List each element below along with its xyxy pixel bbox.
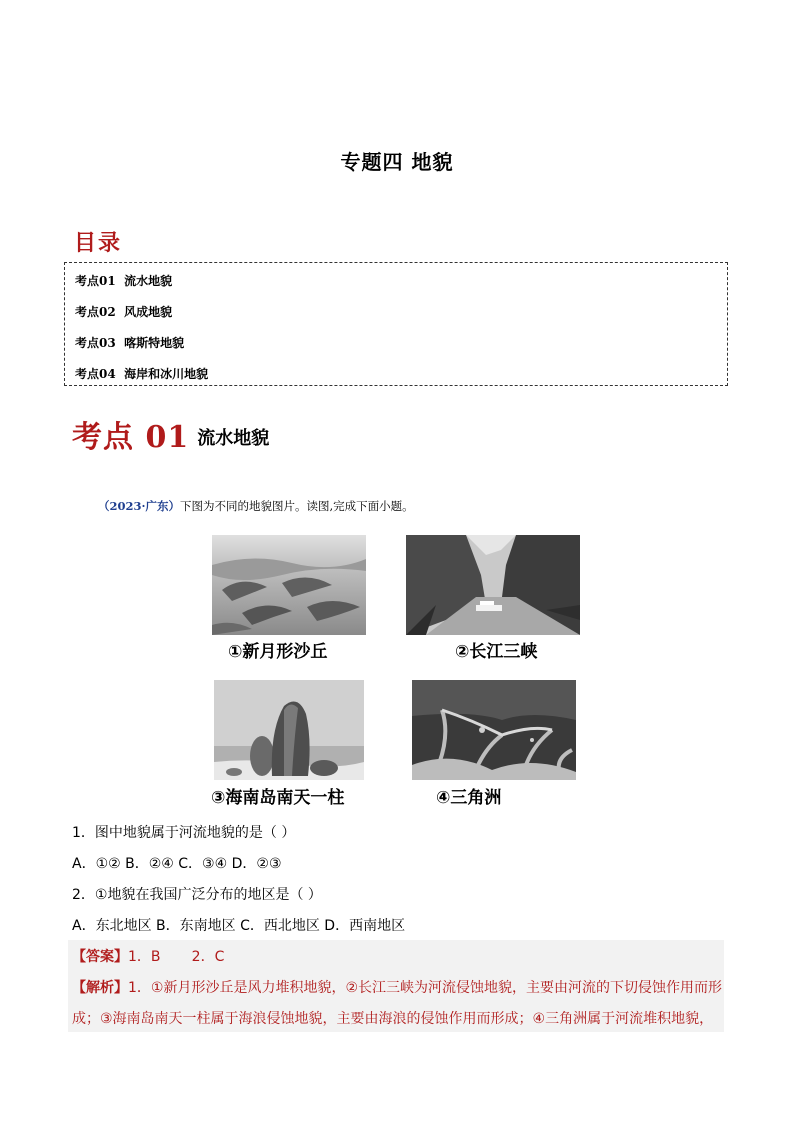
figure-caption: ①新月形沙丘: [228, 642, 328, 662]
page-title: 专题四 地貌: [340, 150, 454, 174]
toc-item-name: 风成地貌: [124, 305, 173, 319]
sea-stack-photo: [214, 680, 364, 780]
toc-item-name: 流水地貌: [124, 274, 173, 288]
figure-caption: ④三角洲: [436, 788, 502, 808]
question-stem: 2．①地貌在我国广泛分布的地区是（ ）: [72, 887, 322, 903]
toc-item[interactable]: [75, 272, 172, 289]
question-options: A．东北地区 B．东南地区 C．西北地区 D．西南地区: [72, 918, 406, 934]
toc-item[interactable]: [75, 303, 172, 320]
delta-satellite-photo: [412, 680, 576, 780]
toc-item-code: 考点03: [75, 336, 116, 350]
analysis-line: [72, 977, 722, 997]
question-stem: 1．图中地貌属于河流地貌的是（ ）: [72, 825, 296, 841]
question-source: （2023·广东）: [98, 499, 181, 513]
analysis-tag: 【解析】: [72, 980, 128, 996]
toc-item[interactable]: [75, 334, 184, 351]
analysis-text: 1．①新月形沙丘是风力堆积地貌，②长江三峡为河流侵蚀地貌，主要由河流的下切侵蚀作用而形: [128, 980, 723, 996]
toc-box: [64, 262, 728, 386]
toc-item[interactable]: [75, 365, 208, 382]
intro-text: 下图为不同的地貌图片。读图,完成下面小题。: [180, 499, 414, 513]
analysis-line: 成；③海南岛南天一柱属于海浪侵蚀地貌，主要由海浪的侵蚀作用而形成；④三角洲属于河流堆积地貌，: [72, 1011, 714, 1027]
answer-line: [72, 946, 224, 966]
answer-text: 1．B 2．C: [128, 949, 225, 965]
toc-item-name: 喀斯特地貌: [124, 336, 185, 350]
toc-item-code: 考点04: [75, 367, 116, 381]
answer-tag: 【答案】: [72, 949, 128, 965]
toc-item-name: 海岸和冰川地貌: [124, 367, 209, 381]
question-options: A．①② B．②④ C．③④ D．②③: [72, 856, 282, 872]
answer-box: [68, 940, 724, 1032]
question-intro: [98, 498, 414, 514]
toc-heading: 目录: [74, 231, 123, 256]
sand-dunes-photo: [212, 535, 366, 635]
toc-item-code: 考点02: [75, 305, 116, 319]
section-number: 考点 01: [72, 420, 190, 455]
yangtze-gorge-photo: [406, 535, 580, 635]
section-heading: [72, 412, 270, 455]
section-name: 流水地貌: [197, 428, 270, 449]
figure-caption: ②长江三峡: [455, 642, 538, 662]
toc-item-code: 考点01: [75, 274, 116, 288]
figure-caption: ③海南岛南天一柱: [211, 788, 345, 808]
